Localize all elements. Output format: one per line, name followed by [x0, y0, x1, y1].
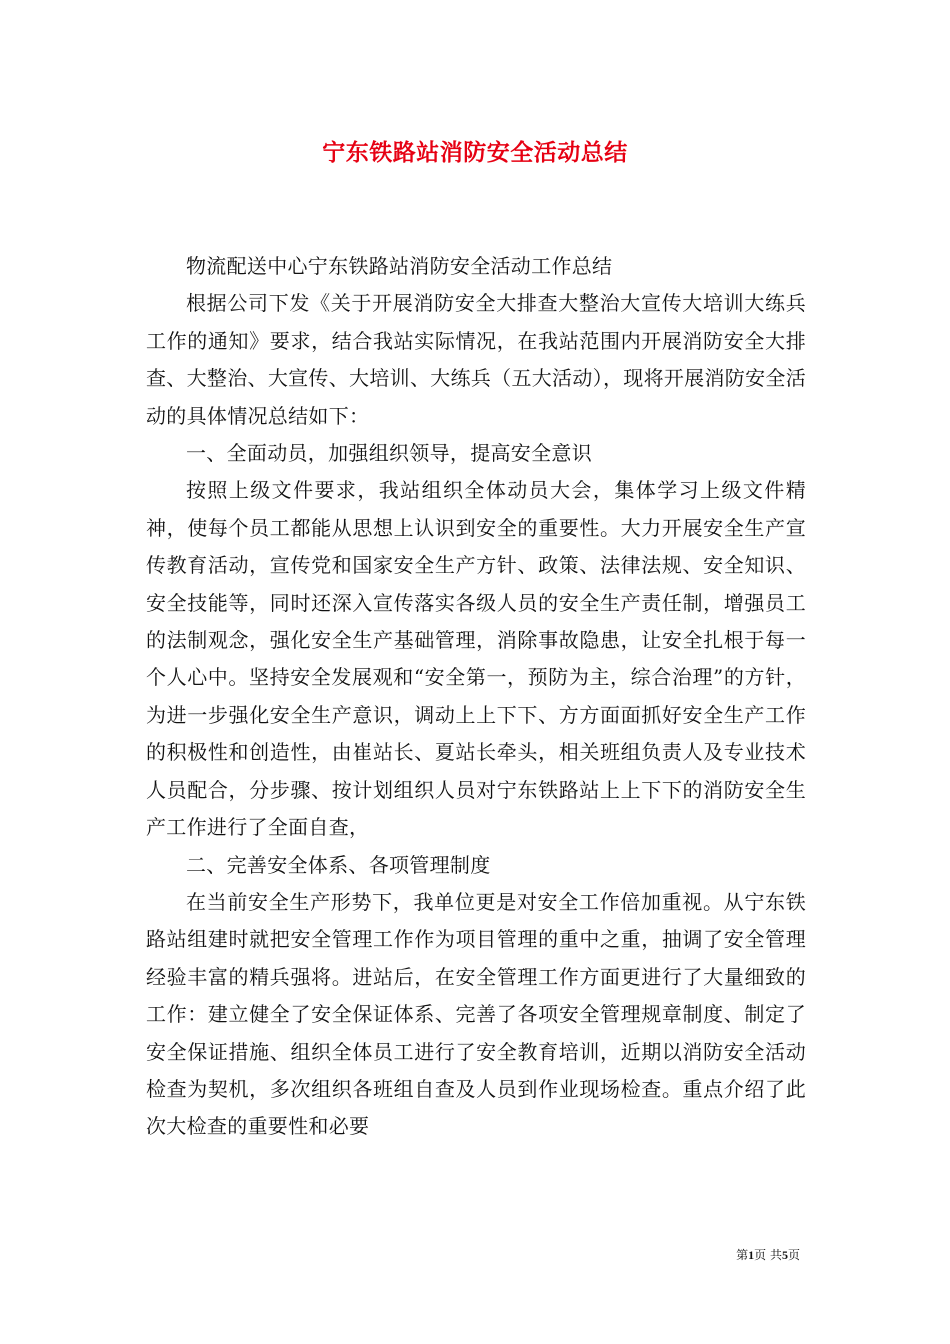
footer-middle: 页 共 [754, 1248, 782, 1262]
document-body [146, 248, 806, 1146]
section-heading-2: 二、完善安全体系、各项管理制度 [186, 852, 491, 877]
footer-total-pages: 5 [781, 1248, 788, 1262]
paragraph-heading: 物流配送中心宁东铁路站消防安全活动工作总结 [186, 254, 613, 278]
paragraph-section-2: 在当前安全生产形势下，我单位更是对安全工作倍加重视。从宁东铁路站组建时就把安全管理工作作为项目管理的重中之重，抽调了安全管理经验丰富的精兵强将。进站后，在安全管理工作方面更进行了大量细致的工作：建立健全了安全保证体系、完善了各项安全管理规章制度、制定了安全保证措施、组织全体员工进行了安全教育培训，近期以消防安全活动检查为契机，多次组织各班组自查及人员到作业现场检查。重点介绍了此次大检查的重要性和必要 [146, 889, 806, 1139]
footer-prefix: 第 [736, 1248, 749, 1262]
footer-current-page: 1 [748, 1248, 755, 1262]
page-number-footer [736, 1246, 800, 1263]
section-heading-1: 一、全面动员，加强组织领导，提高安全意识 [186, 441, 592, 466]
paragraph-intro: 根据公司下发《关于开展消防安全大排查大整治大宣传大培训大练兵工作的通知》要求，结合我站实际情况，在我站范围内开展消防安全大排查、大整治、大宣传、大培训、大练兵（五大活动），现将开展消防安全活动的具体情况总结如下： [146, 291, 806, 428]
document-title: 宁东铁路站消防安全活动总结 [322, 139, 628, 166]
paragraph-section-1: 按照上级文件要求，我站组织全体动员大会，集体学习上级文件精神，使每个员工都能从思想上认识到安全的重要性。大力开展安全生产宣传教育活动，宣传党和国家安全生产方针、政策、法律法规、安全知识、安全技能等，同时还深入宣传落实各级人员的安全生产责任制，增强员工的法制观念，强化安全生产基础管理，消除事故隐患，让安全扎根于每一个人心中。坚持安全发展观和“安全第一，预防为主，综合治理”的方针，为进一步强化安全生产意识，调动上上下下、方方面面抓好安全生产工作的积极性和创造性，由崔站长、夏站长牵头，相关班组负责人及专业技术人员配合，分步骤、按计划组织人员对宁东铁路站上上下下的消防安全生产工作进行了全面自查， [146, 478, 806, 840]
footer-suffix: 页 [787, 1248, 800, 1262]
